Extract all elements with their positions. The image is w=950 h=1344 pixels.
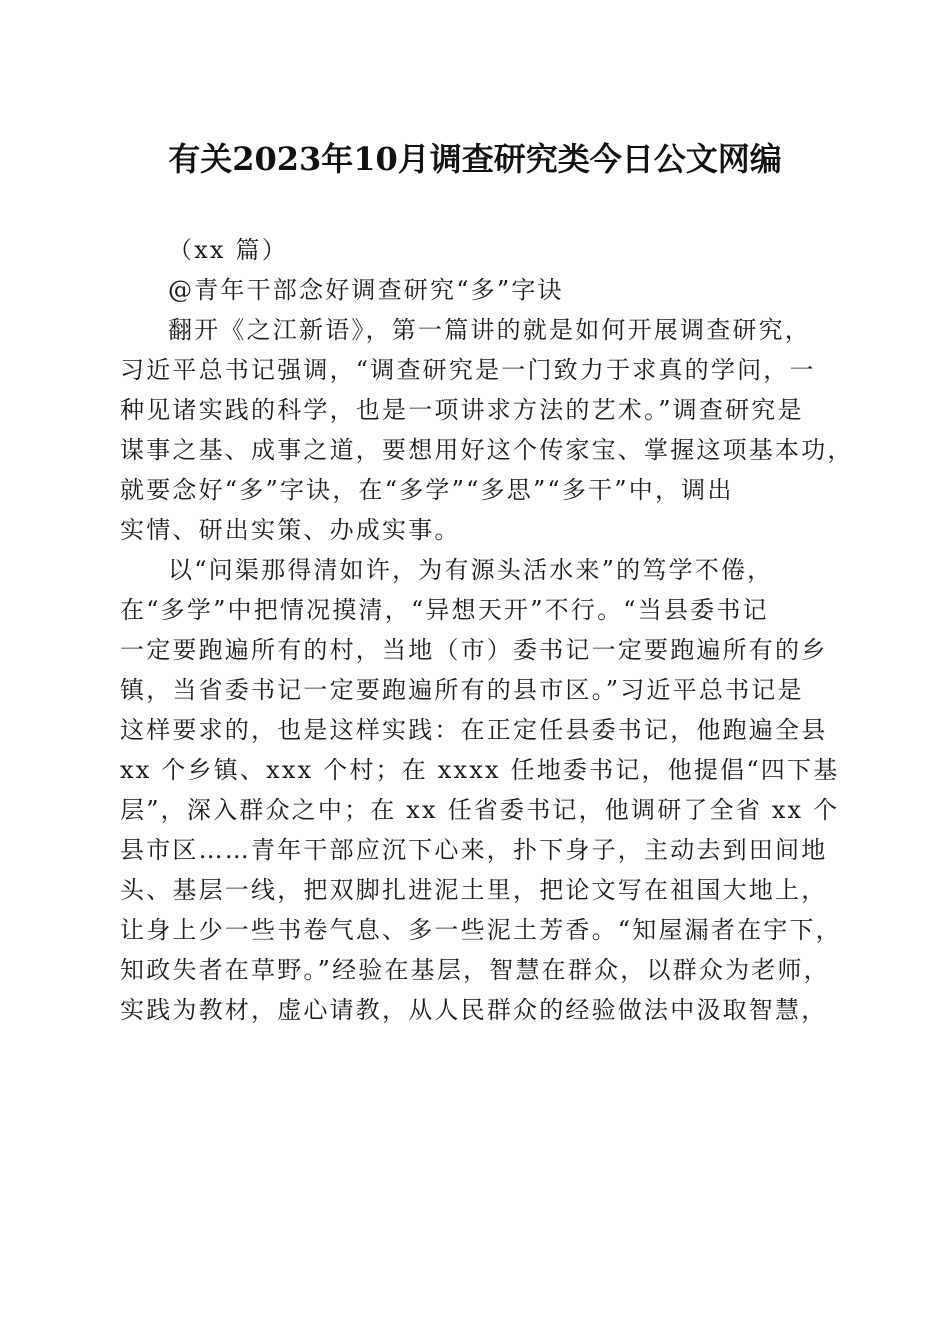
paragraph-line: 谋事之基、成事之道，要想用好这个传家宝、掌握这项基本功， [120,436,854,464]
paragraph-line: 一定要跑遍所有的村，当地（市）委书记一定要跑遍所有的乡 [120,636,828,664]
paragraph-line: 实情、研出实策、办成实事。 [120,516,461,544]
paragraph-line: 层”，深入群众之中；在 xx 任省委书记，他调研了全省 xx 个 [120,796,840,824]
paragraph-line: 头、基层一线，把双脚扎进泥土里，把论文写在祖国大地上， [120,876,828,904]
paragraph-line: xx 个乡镇、xxx 个村；在 xxxx 任地委书记，他提倡“四下基 [120,756,840,784]
paragraph-line: 这样要求的，也是这样实践：在正定任县委书记，他跑遍全县 [120,716,828,744]
document-body [120,230,854,1030]
paragraph-line: 实践为教材，虚心请教，从人民群众的经验做法中汲取智慧， [120,996,828,1024]
paragraph-line: 就要念好“多”字诀，在“多学”“多思”“多干”中，调出 [120,476,734,504]
paragraph-line: 种见诸实践的科学，也是一项讲求方法的艺术。”调查研究是 [120,396,804,424]
paragraph-line: 县市区……青年干部应沉下心来，扑下身子，主动去到田间地 [120,836,828,864]
paragraph-line: 镇，当省委书记一定要跑遍所有的县市区。”习近平总书记是 [120,676,804,704]
article-heading: @青年干部念好调查研究“多”字诀 [168,276,564,304]
section-count-line: （xx 篇） [168,236,288,264]
paragraph-line: 在“多学”中把情况摸清，“异想天开”不行。“当县委书记 [120,596,769,624]
document-title: 有关2023年10月调查研究类今日公文网编 [168,140,782,178]
paragraph-line: 以“问渠那得清如许，为有源头活水来”的笃学不倦， [168,556,774,584]
paragraph-line: 翻开《之江新语》，第一篇讲的就是如何开展调查研究， [168,316,811,344]
paragraph-line: 让身上少一些书卷气息、多一些泥土芳香。“知屋漏者在宇下， [120,916,842,944]
paragraph-line: 知政失者在草野。”经验在基层，智慧在群众，以群众为老师， [120,956,830,984]
paragraph-line: 习近平总书记强调，“调查研究是一门致力于求真的学问，一 [120,356,816,384]
